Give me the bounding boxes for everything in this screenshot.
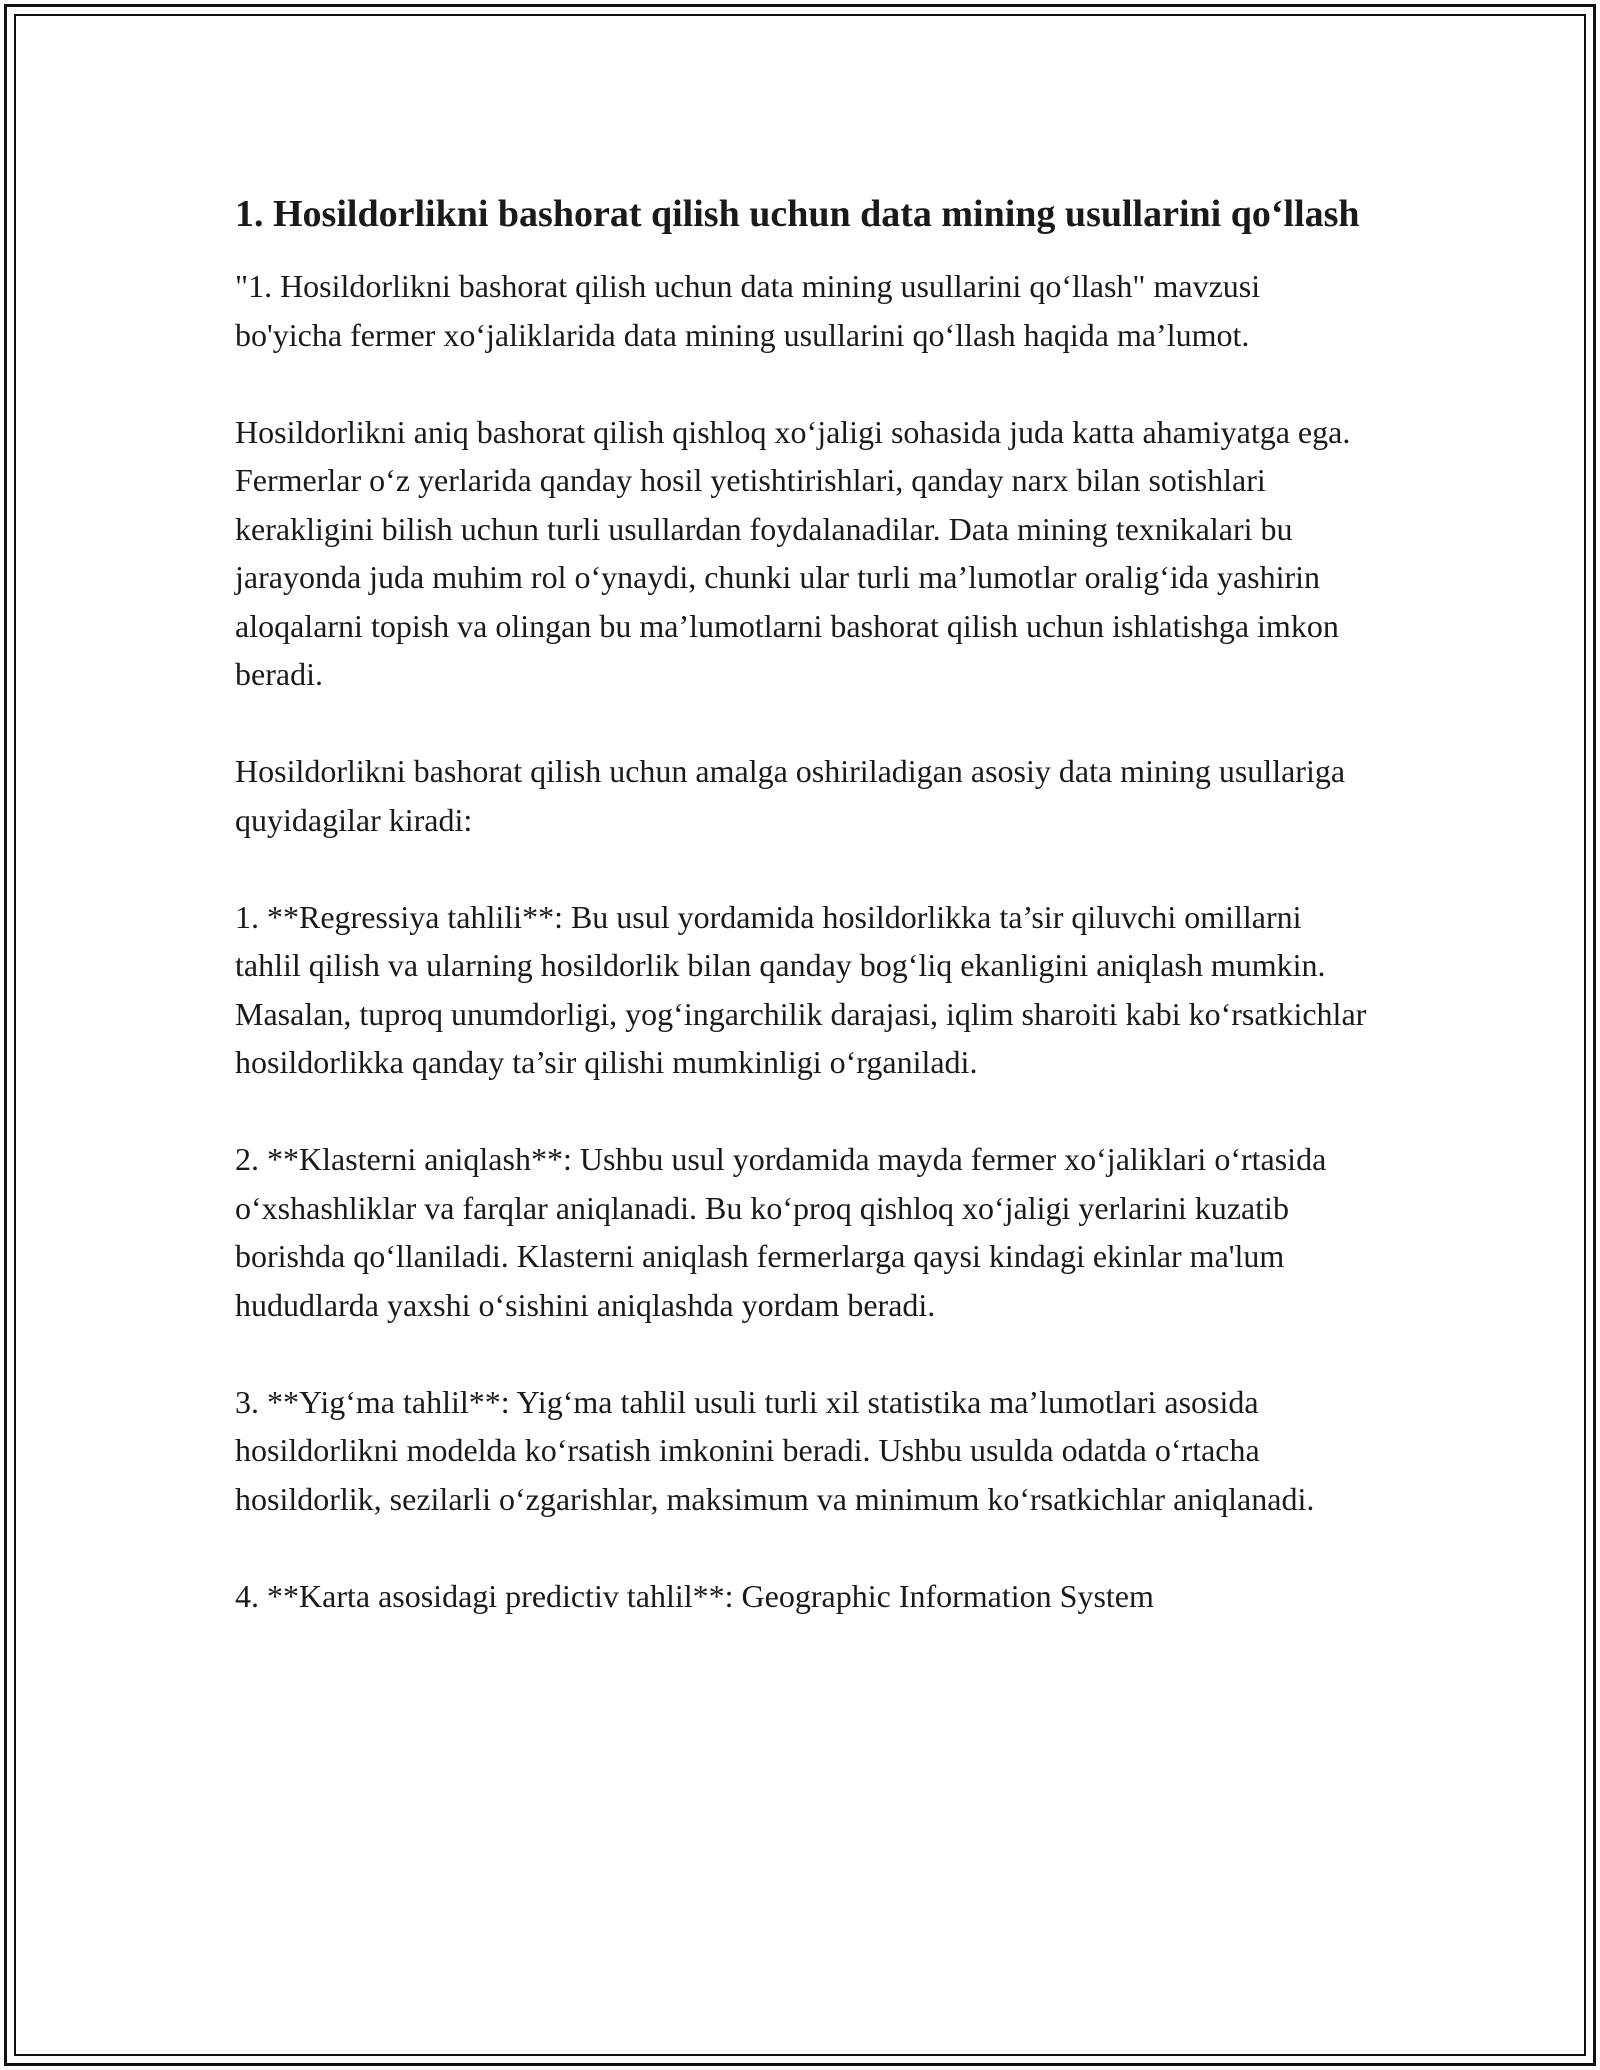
document-body xyxy=(235,187,1375,1669)
list-item-map-predictive: 4. **Karta asosidagi predictiv tahlil**: Geographic Information System xyxy=(235,1577,1154,1614)
list-item-regression: 1. **Regressiya tahlili**: Bu usul yordamida hosildorlikka ta’sir qiluvchi omillarni tahlil qilish va ularning hosildorlik bilan qanday bog‘liq ekanligini aniqlash mumkin. Masalan, tuproq unumdorligi, yog‘ingarchilik darajasi, iqlim sharoiti kabi ko‘rsatkichlar hosildorlikka qanday ta’sir qilishi mumkinligi o‘rganiladi. xyxy=(235,898,1367,1080)
list-item-clustering: 2. **Klasterni aniqlash**: Ushbu usul yordamida mayda fermer xo‘jaliklari o‘rtasida o‘xshashliklar va farqlar aniqlanadi. Bu ko‘proq qishloq xo‘jaligi yerlarini kuzatib borishda qo‘llaniladi. Klasterni aniqlash fermerlarga qaysi kindagi ekinlar ma'lum hududlarda yaxshi o‘sishini aniqlashda yordam beradi. xyxy=(235,1141,1327,1323)
paragraph-intro: "1. Hosildorlikni bashorat qilish uchun data mining usullarini qo‘llash" mavzusi bo'yicha fermer xo‘jaliklarida data mining usullarini qo‘llash haqida ma’lumot. xyxy=(235,268,1261,353)
paragraph-importance: Hosildorlikni aniq bashorat qilish qishloq xo‘jaligi sohasida juda katta ahamiyatga ega. Fermerlar o‘z yerlarida qanday hosil yetishtirishlari, qanday narx bilan sotishlari kerakligini bilish uchun turli usullardan foydalanadilar. Data mining texnikalari bu jarayonda juda muhim rol o‘ynaydi, chunki ular turli ma’lumotlar oralig‘ida yashirin aloqalarni topish va olingan bu ma’lumotlarni bashorat qilish uchun ishlatishga imkon beradi. xyxy=(235,413,1351,692)
document-title: 1. Hosildorlikni bashorat qilish uchun data mining usullarini qo‘llash xyxy=(235,193,1360,235)
paragraph-methods-intro: Hosildorlikni bashorat qilish uchun amalga oshiriladigan asosiy data mining usullariga quyidagilar kiradi: xyxy=(235,753,1346,838)
list-item-aggregate-analysis: 3. **Yig‘ma tahlil**: Yig‘ma tahlil usuli turli xil statistika ma’lumotlari asosida hosildorlikni modelda ko‘rsatish imkonini beradi. Ushbu usulda odatda o‘rtacha hosildorlik, sezilarli o‘zgarishlar, maksimum va minimum ko‘rsatkichlar aniqlanadi. xyxy=(235,1383,1315,1517)
